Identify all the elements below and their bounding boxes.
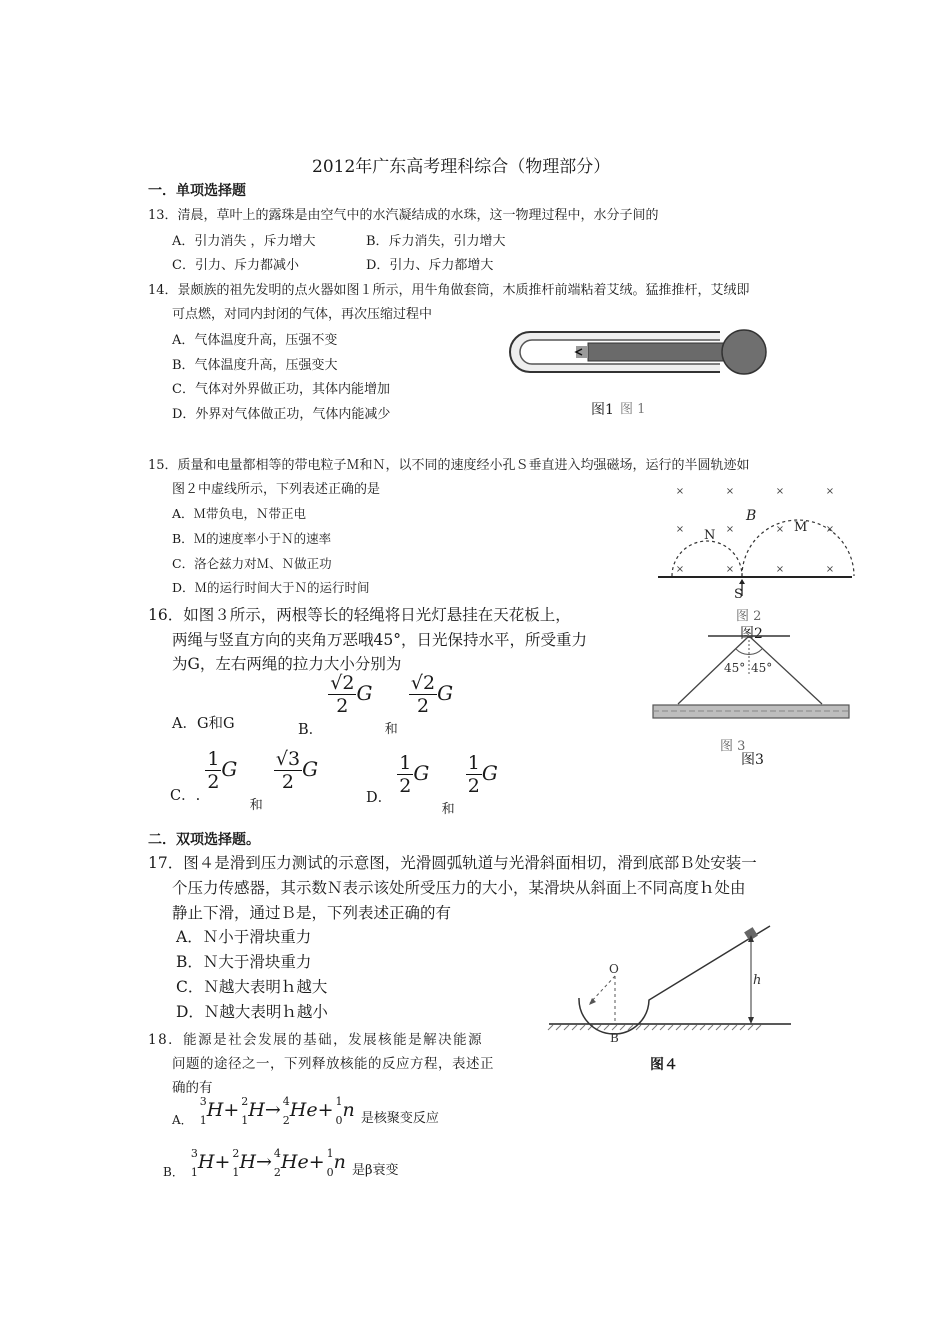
q18-stem-line2: 问题的途径之一，下列释放核能的反应方程，表述正 — [172, 1056, 494, 1072]
q16-option-a[interactable]: A．G和G — [172, 716, 235, 732]
q18-stem-line3: 确的有 — [172, 1080, 213, 1096]
figure-2-label-s: S — [734, 587, 743, 602]
q15-option-b[interactable]: B．Ｍ的速度率小于Ｎ的速率 — [172, 531, 332, 546]
svg-text:×: × — [675, 564, 685, 575]
frac-sqrt2-over-2-right: $\frac{√2}{2}$ — [410, 672, 436, 717]
q17-option-d[interactable]: D．Ｎ越大表明ｈ越小 — [176, 1003, 328, 1021]
q15-stem-line1: 15．质量和电量都相等的带电粒子Ｍ和Ｎ，以不同的速度经小孔Ｓ垂直进入均强磁场，运行的半圆轨迹如 — [148, 458, 750, 473]
q16-stem-line3: 为G，左右两绳的拉力大小分别为 — [172, 655, 402, 673]
q14-stem-line2: 可点燃，对同内封闭的气体，再次压缩过程中 — [172, 307, 433, 322]
q15-option-d[interactable]: D．Ｍ的运行时间大于Ｎ的运行时间 — [172, 580, 370, 595]
q17-stem-line3: 静止下滑，通过Ｂ是，下列表述正确的有 — [172, 904, 452, 922]
section-heading-double: 二．双项选择题。 — [148, 832, 260, 848]
q17-option-a[interactable]: A．Ｎ小于滑块重力 — [176, 928, 312, 946]
q14-option-c[interactable]: C．气体对外界做正功，其体内能增加 — [172, 382, 390, 397]
q17-option-b[interactable]: B．Ｎ大于滑块重力 — [176, 953, 312, 971]
figure-2-magnetic-field — [650, 476, 860, 636]
svg-text:×: × — [725, 486, 735, 497]
figure-1-igniter — [500, 318, 775, 390]
q18-option-a[interactable]: $_{A.}$ 3 1 H+ 2 1 H→ 4 2 He+ 1 0 n $_{是核聚变反应}$ — [172, 1095, 439, 1127]
q16-stem-line1: 16．如图３所示，两根等长的轻绳将日光灯悬挂在天花板上， — [148, 606, 571, 624]
svg-text:×: × — [825, 524, 835, 535]
svg-text:×: × — [675, 486, 685, 497]
q18-stem-line1: 18．能源是社会发展的基础，发展核能是解决能源 — [148, 1032, 484, 1048]
figure-2-label-b: B — [746, 508, 757, 524]
q15-option-a[interactable]: A．Ｍ带负电，Ｎ带正电 — [172, 506, 307, 521]
q14-option-a[interactable]: A．气体温度升高，压强不变 — [172, 333, 338, 348]
frac-sqrt3-over-2: $\frac{√3}{2}$ — [275, 748, 301, 793]
figure-1-printed-caption: 图 1 — [620, 402, 646, 417]
q17-stem-line2: 个压力传感器，其示数Ｎ表示该处所受压力的大小，某滑块从斜面上不同高度ｈ处由 — [172, 879, 746, 897]
q17-option-c[interactable]: C．Ｎ越大表明ｈ越大 — [176, 978, 328, 996]
frac-1-over-2: $\frac{1}{2}$ — [207, 748, 220, 793]
page-title: 2012年广东高考理科综合（物理部分） — [312, 157, 611, 177]
svg-text:×: × — [725, 564, 735, 575]
figure-2-caption: 图2 — [740, 626, 763, 642]
figure-3-lamp — [650, 628, 855, 758]
figure-4-label-h: h — [753, 973, 762, 988]
q14-option-d[interactable]: D．外界对气体做正功，气体内能减少 — [172, 407, 391, 422]
figure-3-angle-left: 45° — [724, 661, 746, 675]
svg-text:×: × — [775, 564, 785, 575]
q14-option-b[interactable]: B．气体温度升高，压强变大 — [172, 358, 338, 373]
q18-option-b[interactable]: $_{B.}$ 3 1 H+ 2 1 H→ 4 2 He+ 1 0 n $_{是\beta 衰变}$ — [163, 1147, 399, 1179]
q13-option-c[interactable]: C．引力、斥力都减小 — [172, 258, 299, 273]
figure-4-caption: 图４ — [650, 1057, 678, 1073]
figure-4-label-o: O — [609, 962, 619, 976]
q16-option-b[interactable]: B． $\frac{√2}{2}$ G $_和$ $\frac{√2}{2}$ G — [298, 672, 454, 738]
q14-stem-line1: 14．景颇族的祖先发明的点火器如图１所示，用牛角做套筒，木质推杆前端粘着艾绒。猛推推杆，艾绒即 — [148, 283, 750, 298]
figure-3-angle-right: 45° — [751, 661, 773, 675]
figure-3-printed-caption: 图 3 — [720, 739, 746, 754]
figure-4-slide — [545, 918, 795, 1048]
frac-sqrt2-over-2: $\frac{√2}{2}$ — [330, 672, 355, 717]
q13-option-a[interactable]: A．引力消失 ，斥力增大 — [172, 234, 316, 249]
q15-stem-line2: 图２中虚线所示，下列表述正确的是 — [172, 482, 381, 497]
q16-option-d[interactable]: D． $\frac{1}{2}$ G $_和$ $\frac{1}{2}$ G — [366, 752, 498, 817]
figure-3-caption: 图3 — [741, 752, 764, 768]
q17-stem-line1: 17．图４是滑到压力测试的示意图，光滑圆弧轨道与光滑斜面相切，滑到底部Ｂ处安装一 — [148, 854, 757, 872]
figure-2-label-m: M — [794, 520, 808, 535]
q13-option-d[interactable]: D．引力、斥力都增大 — [366, 258, 494, 273]
figure-1-caption: 图1 — [591, 402, 614, 418]
svg-text:×: × — [725, 524, 735, 535]
figure-4-label-b: B — [610, 1031, 619, 1045]
section-heading-single: 一．单项选择题 — [148, 183, 246, 199]
q15-option-c[interactable]: C．洛仑兹力对Ｍ、Ｎ做正功 — [172, 556, 332, 571]
q13-stem: 13．清晨，草叶上的露珠是由空气中的水汽凝结成的水珠，这一物理过程中，水分子间的 — [148, 208, 659, 223]
svg-text:×: × — [775, 486, 785, 497]
svg-text:×: × — [675, 524, 685, 535]
svg-text:×: × — [775, 524, 785, 535]
figure-2-printed-caption: 图 2 — [736, 609, 762, 624]
q16-stem-line2: 两绳与竖直方向的夹角万恶哦45°，日光保持水平，所受重力 — [172, 631, 587, 649]
svg-text:×: × — [825, 564, 835, 575]
figure-2-label-n: N — [704, 528, 716, 543]
q13-option-b[interactable]: B．斥力消失，引力增大 — [366, 234, 506, 249]
frac-1-over-2-d: $\frac{1}{2}$ — [399, 752, 412, 797]
q16-option-c[interactable]: C．. $\frac{1}{2}$ G $_和$ $\frac{√3}{2}$ G — [170, 748, 319, 813]
frac-1-over-2-d-right: $\frac{1}{2}$ — [467, 752, 480, 797]
svg-text:×: × — [825, 486, 835, 497]
